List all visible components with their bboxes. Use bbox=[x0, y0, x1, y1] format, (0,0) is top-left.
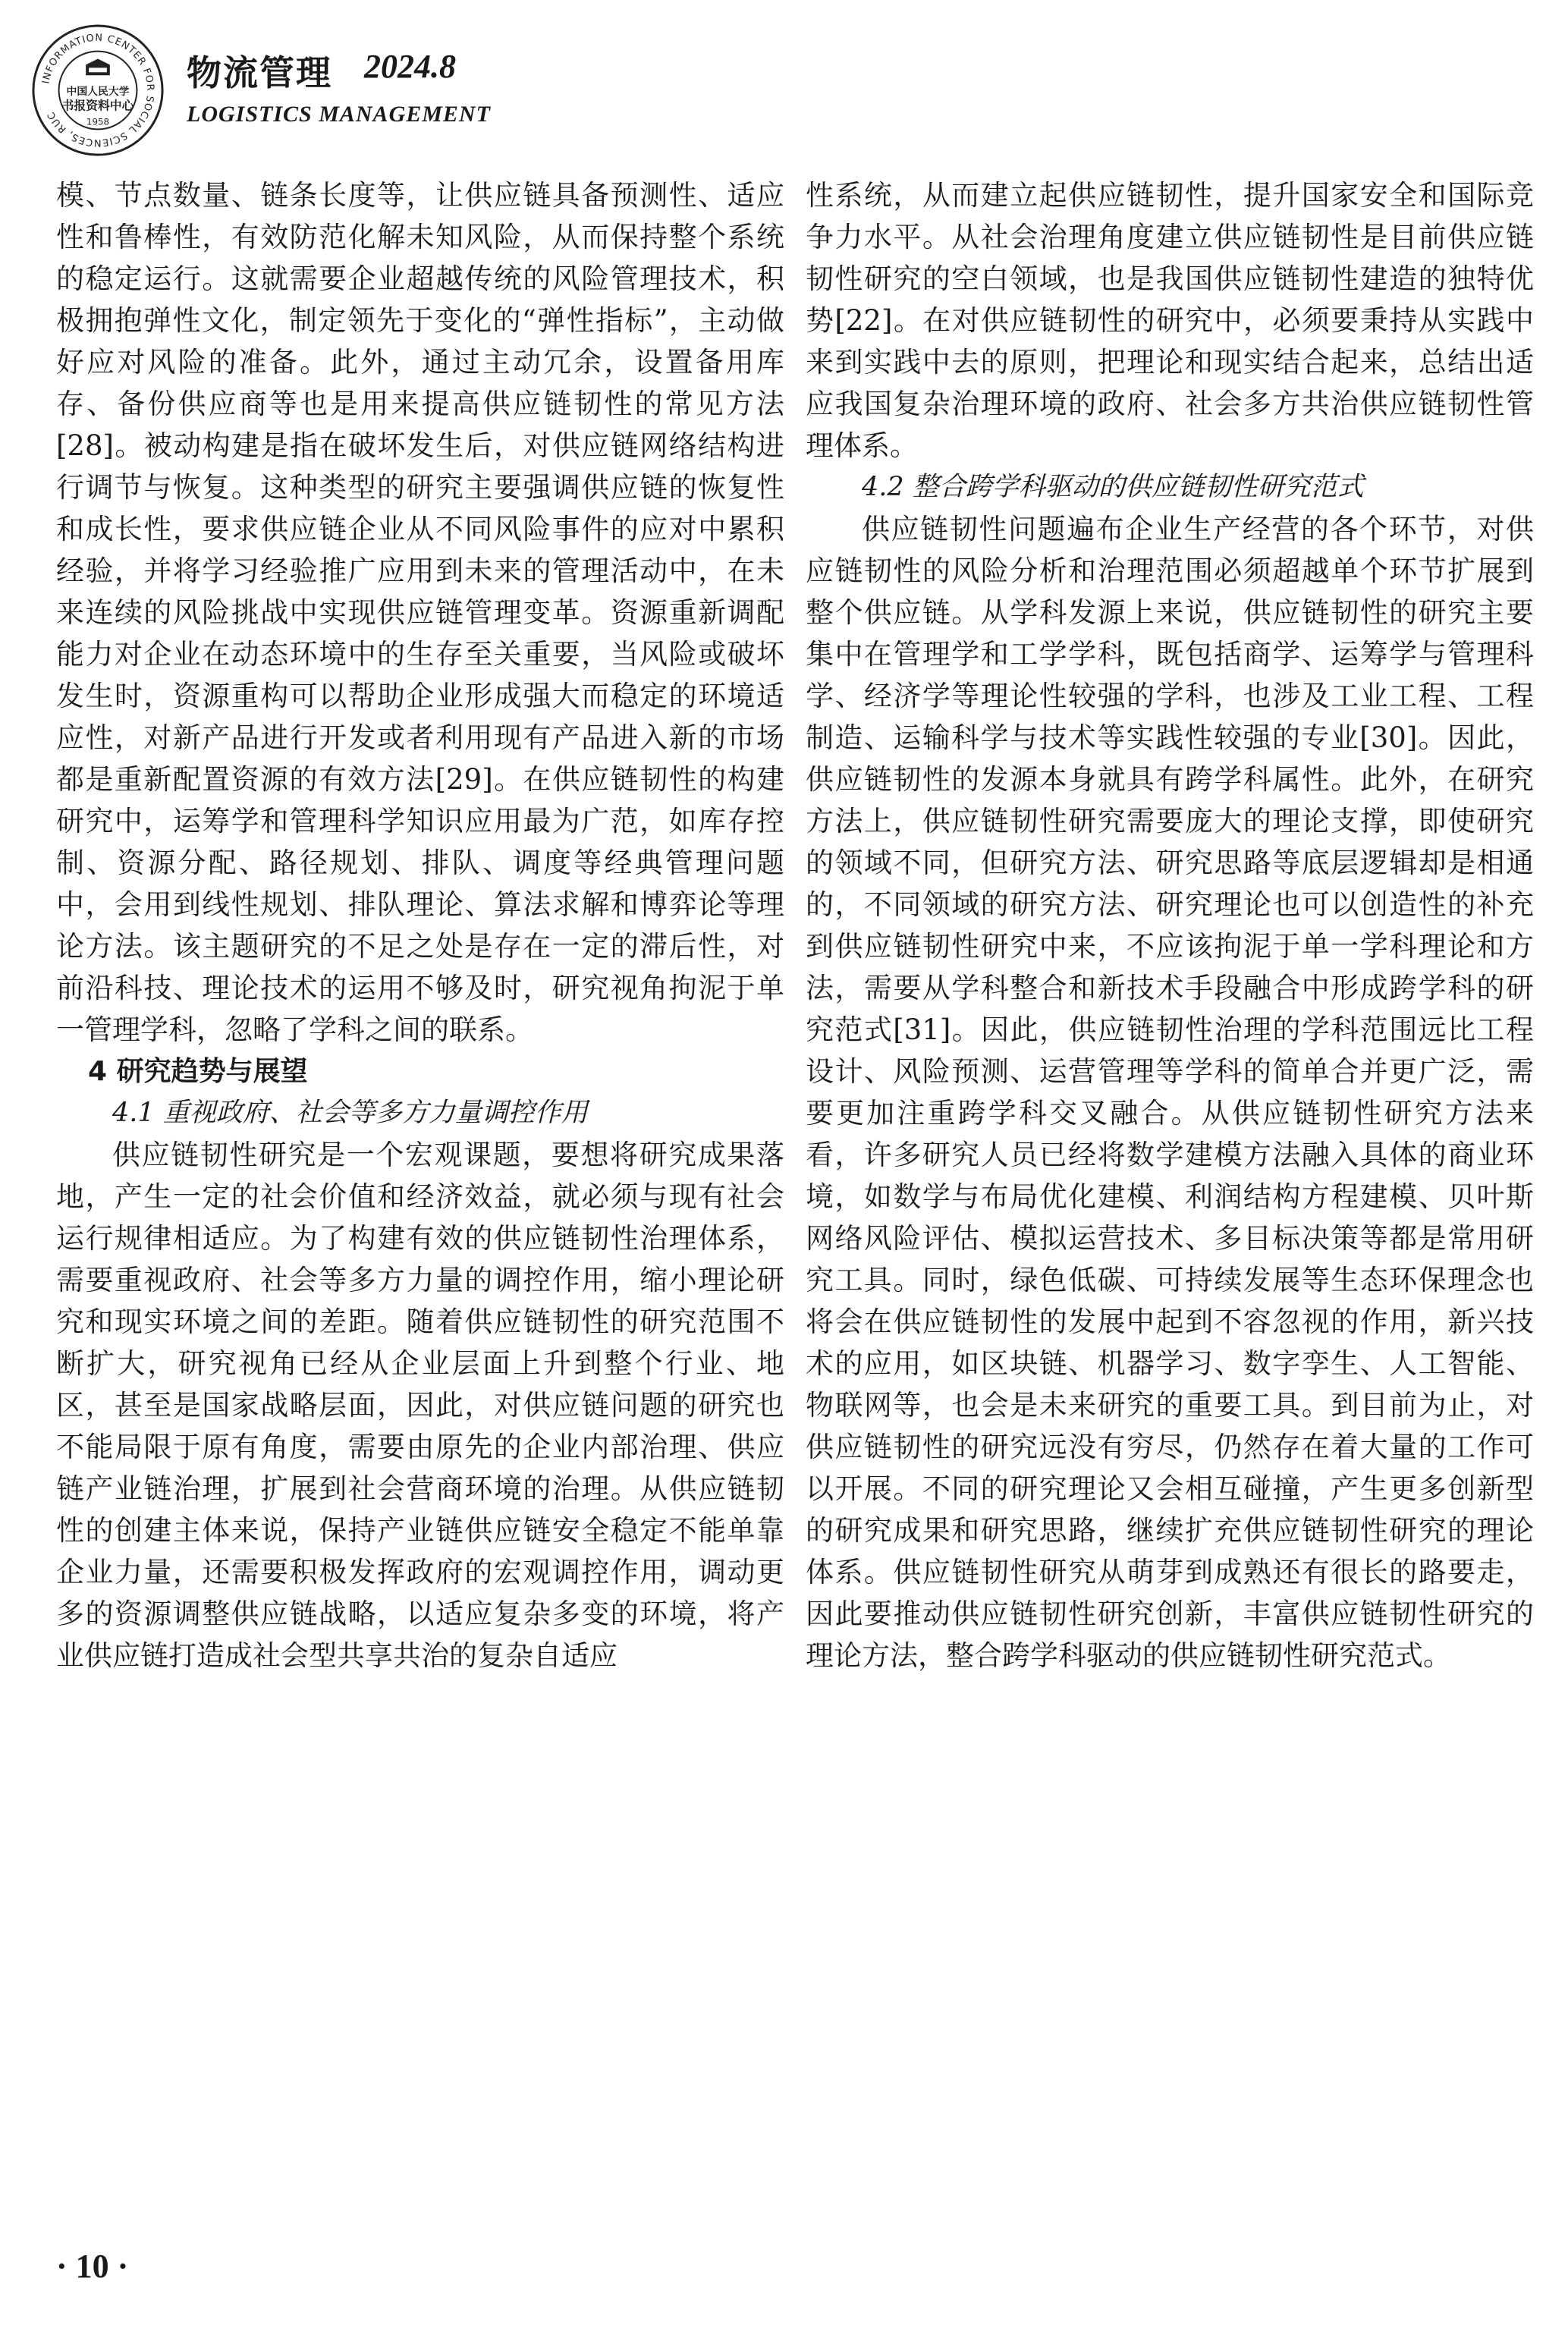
right-column bbox=[806, 174, 1534, 1676]
subsection-heading: 4.2 整合跨学科驱动的供应链韧性研究范式 bbox=[862, 472, 1364, 502]
body-paragraph: 供应链韧性问题遍布企业生产经营的各个环节，对供应链韧性的风险分析和治理范围必须超越单个环节扩展到整个供应链。从学科发源上来说，供应链韧性的研究主要集中在管理学和工学学科，既包括商学、运筹学与管理科学、经济学等理论性较强的学科，也涉及工业工程、工程制造、运输科学与技术等实践性较强的专业[30]。因此，供应链韧性的发源本身就具有跨学科属性。此外，在研究方法上，供应链韧性研究需要庞大的理论支撑，即使研究的领域不同，但研究方法、研究思路等底层逻辑却是相通的，不同领域的研究方法、研究理论也可以创造性的补充到供应链韧性研究中来，不应该拘泥于单一学科理论和方法，需要从学科整合和新技术手段融合中形成跨学科的研究范式[31]。因此，供应链韧性治理的学科范围远比工程设计、风险预测、运营管理等学科的简单合并更广泛，需要更加注重跨学科交叉融合。从供应链韧性研究方法来看，许多研究人员已经将数学建模方法融入具体的商业环境，如数学与布局优化建模、利润结构方程建模、贝叶斯网络风险评估、模拟运营技术、多目标决策等都是常用研究工具。同时，绿色低碳、可持续发展等生态环保理念也将会在供应链韧性的发展中起到不容忽视的作用，新兴技术的应用，如区块链、机器学习、数字孪生、人工智能、物联网等，也会是未来研究的重要工具。到目前为止，对供应链韧性的研究远没有穷尽，仍然存在着大量的工作可以开展。不同的研究理论又会相互碰撞，产生更多创新型的研究成果和研究思路，继续扩充供应链韧性研究的理论体系。供应链韧性研究从萌芽到成熟还有很长的路要走，因此要推动供应链韧性研究创新，丰富供应链韧性研究的理论方法，整合跨学科驱动的供应链韧性研究范式。 bbox=[806, 513, 1534, 1672]
seal-ring-text: INFORMATION CENTER FOR SOCIAL SCIENCES, RUC bbox=[40, 32, 156, 149]
seal-line1: 中国人民大学 bbox=[66, 85, 130, 98]
page-number: · 10 · bbox=[56, 2248, 129, 2285]
body-paragraph: 性系统，从而建立起供应链韧性，提升国家安全和国际竞争力水平。从社会治理角度建立供应链韧性是目前供应链韧性研究的空白领域，也是我国供应链韧性建造的独特优势[22]。在对供应链韧性的研究中，必须要秉持从实践中来到实践中去的原则，把理论和现实结合起来，总结出适应我国复杂治理环境的政府、社会多方共治供应链韧性管理体系。 bbox=[806, 179, 1534, 462]
seal-logo bbox=[30, 23, 165, 158]
subsection-heading: 4.1 重视政府、社会等多方力量调控作用 bbox=[112, 1098, 588, 1128]
seal-line2: 书报资料中心 bbox=[61, 98, 134, 113]
body-paragraph: 模、节点数量、链条长度等，让供应链具备预测性、适应性和鲁棒性，有效防范化解未知风险，从而保持整个系统的稳定运行。这就需要企业超越传统的风险管理技术，积极拥抱弹性文化，制定领先于变化的“弹性指标”，主动做好应对风险的准备。此外，通过主动冗余，设置备用库存、备份供应商等也是用来提高供应链韧性的常见方法[28]。被动构建是指在破坏发生后，对供应链网络结构进行调节与恢复。这种类型的研究主要强调供应链的恢复性和成长性，要求供应链企业从不同风险事件的应对中累积经验，并将学习经验推广应用到未来的管理活动中，在未来连续的风险挑战中实现供应链管理变革。资源重新调配能力对企业在动态环境中的生存至关重要，当风险或破坏发生时，资源重构可以帮助企业形成强大而稳定的环境适应性，对新产品进行开发或者利用现有产品进入新的市场都是重新配置资源的有效方法[29]。在供应链韧性的构建研究中，运筹学和管理科学知识应用最为广范，如库存控制、资源分配、路径规划、排队、调度等经典管理问题中，会用到线性规划、排队理论、算法求解和博弈论等理论方法。该主题研究的不足之处是存在一定的滞后性，对前沿科技、理论技术的运用不够及时，研究视角拘泥于单一管理学科，忽略了学科之间的联系。 bbox=[56, 179, 784, 1046]
journal-issue: 2024.8 bbox=[364, 48, 456, 85]
journal-name-english: LOGISTICS MANAGEMENT bbox=[187, 102, 491, 127]
body-paragraph: 供应链韧性研究是一个宏观课题，要想将研究成果落地，产生一定的社会价值和经济效益，就必须与现有社会运行规律相适应。为了构建有效的供应链韧性治理体系，需要重视政府、社会等多方力量的调控作用，缩小理论研究和现实环境之间的差距。随着供应链韧性的研究范围不断扩大，研究视角已经从企业层面上升到整个行业、地区，甚至是国家战略层面，因此，对供应链问题的研究也不能局限于原有角度，需要由原先的企业内部治理、供应链产业链治理，扩展到社会营商环境的治理。从供应链韧性的创建主体来说，保持产业链供应链安全稳定不能单靠企业力量，还需要积极发挥政府的宏观调控作用，调动更多的资源调整供应链战略，以适应复杂多变的环境，将产业供应链打造成社会型共享共治的复杂自适应 bbox=[56, 1139, 784, 1672]
left-column bbox=[56, 174, 784, 1676]
journal-name: 物流管理 bbox=[187, 52, 332, 93]
section-heading: 4 研究趋势与展望 bbox=[88, 1056, 308, 1087]
journal-header bbox=[30, 23, 865, 152]
seal-year: 1958 bbox=[86, 116, 110, 127]
